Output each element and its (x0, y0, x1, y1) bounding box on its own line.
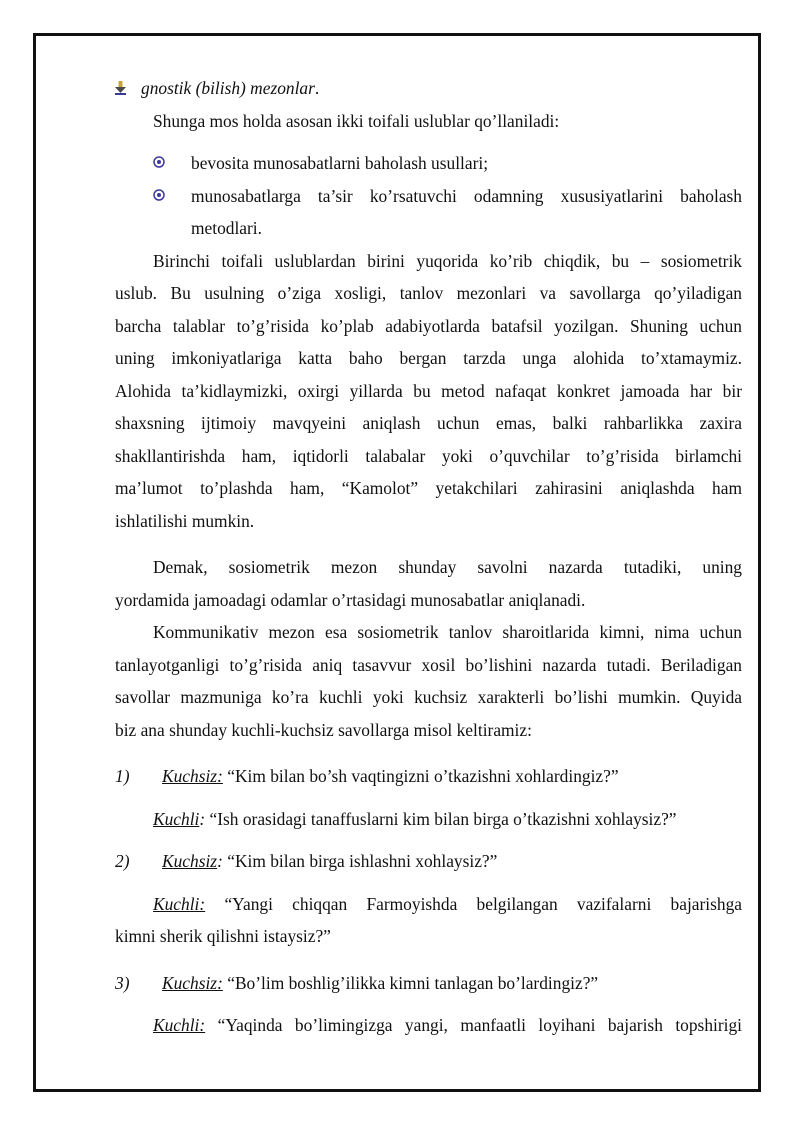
paragraph-line: Kommunikativ mezon esa sosiometrik tanlov sharoitlarida kimni, nima uchun (153, 622, 742, 642)
paragraph-line: yordamida jamoadagi odamlar o’rtasidagi munosabatlar aniqlanadi. (115, 589, 586, 610)
bullet-item-gnostik (115, 72, 742, 105)
weak-question: “Kim bilan bo’sh vaqtingizni o’tkazishni xohlardingiz?” (222, 766, 619, 786)
weak-question: “Bo’lim boshlig’ilikka kimni tanlagan bo’lardingiz?” (222, 972, 599, 993)
sub-bullet-item-2 (115, 180, 742, 213)
paragraph-line: shakllantirishda ham, iqtidorli talabalar yoki o’quvchilar to’g’risida birlamchi (115, 445, 742, 466)
sub-bullet-text: bevosita munosabatlarni baholash usullari; (191, 153, 489, 173)
sub-bullet-text: munosabatlarga ta’sir ko’rsatuvchi odamning xususiyatlarini baholash (191, 185, 742, 206)
paragraph-2 (115, 551, 742, 616)
example-item-1-weak (115, 760, 742, 793)
paragraph-line: savollar mazmuniga ko’ra kuchli yoki kuchsiz xarakterli bo’lishi mumkin. Quyida (115, 687, 742, 707)
sub-bullet-text-continued: metodlari. (191, 218, 262, 238)
bullet-period: . (314, 78, 320, 98)
example-item-3-strong (115, 1009, 742, 1042)
paragraph-line: biz ana shunday kuchli-kuchsiz savollarga misol keltiramiz: (115, 719, 532, 740)
paragraph-line: shaxsning ijtimoiy mavqyeini aniqlash uchun emas, balki rahbarlikka zaxira (115, 413, 742, 433)
strong-label: Kuchli (153, 808, 200, 829)
example-item-1-strong (115, 803, 742, 836)
item-number: 3) (115, 972, 130, 993)
paragraph-1 (115, 245, 742, 538)
weak-colon: : (217, 851, 223, 871)
strong-question: “Yaqinda bo’limingizga yangi, manfaatli loyihani bajarish topshirigi (217, 1015, 742, 1035)
item-number: 1) (115, 766, 130, 786)
strong-colon: : (199, 808, 206, 829)
circle-bullet-icon (153, 189, 165, 201)
document-body (115, 72, 742, 1042)
strong-label: Kuchli: (153, 893, 206, 914)
paragraph-line: ma’lumot to’plashda ham, “Kamolot” yetakchilari zahirasini aniqlashda ham (115, 478, 742, 498)
bullet-text: gnostik (bilish) mezonlar (141, 78, 315, 98)
example-item-3-weak (115, 967, 742, 1000)
paragraph-3 (115, 616, 742, 746)
arrow-down-bullet-icon (115, 81, 126, 95)
paragraph-line: uning imkoniyatlariga katta baho bergan tarzda unga alohida to’xtamaymiz. (115, 348, 742, 368)
paragraph-line: ishlatilishi mumkin. (115, 510, 255, 531)
paragraph-line: Alohida ta’kidlaymizki, oxirgi yillarda bu metod nafaqat konkret jamoada har bir (115, 380, 742, 401)
example-item-2-strong (115, 888, 742, 921)
paragraph-line: Demak, sosiometrik mezon shunday savolni nazarda tutadiki, uning (153, 557, 742, 577)
strong-question: “Yangi chiqqan Farmoyishda belgilangan vazifalarni bajarishga (224, 893, 742, 914)
paragraph-line: uslub. Bu usulning o’ziga xosligi, tanlov mezonlari va savollarga qo’yiladigan (115, 283, 742, 303)
weak-label: Kuchsiz (162, 851, 218, 871)
example-item-2-strong-continued: kimni sherik qilishni istaysiz?” (115, 926, 331, 946)
sub-bullet-item-1 (115, 147, 742, 180)
paragraph-line: barcha talablar to’g’risida ko’plab adabiyotlarda batafsil yozilgan. Shuning uchun (115, 315, 742, 336)
example-item-2-weak (115, 845, 742, 878)
weak-label: Kuchsiz: (162, 766, 223, 786)
strong-question: “Ish orasidagi tanaffuslarni kim bilan birga o’tkazishni xohlaysiz?” (205, 808, 677, 829)
item-number: 2) (115, 851, 130, 871)
paragraph-line: tanlayotganligi to’g’risida aniq tasavvur xosil bo’lishini nazarda tutadi. Beriladigan (115, 654, 742, 675)
strong-label: Kuchli: (153, 1015, 206, 1035)
weak-question: “Kim bilan birga ishlashni xohlaysiz?” (222, 851, 498, 871)
circle-bullet-icon (153, 156, 165, 168)
paragraph-line: Birinchi toifali uslublardan birini yuqorida ko’rib chiqdik, bu – sosiometrik (153, 250, 742, 271)
weak-label: Kuchsiz: (162, 972, 223, 993)
intro-paragraph: Shunga mos holda asosan ikki toifali uslublar qo’llaniladi: (153, 110, 560, 131)
